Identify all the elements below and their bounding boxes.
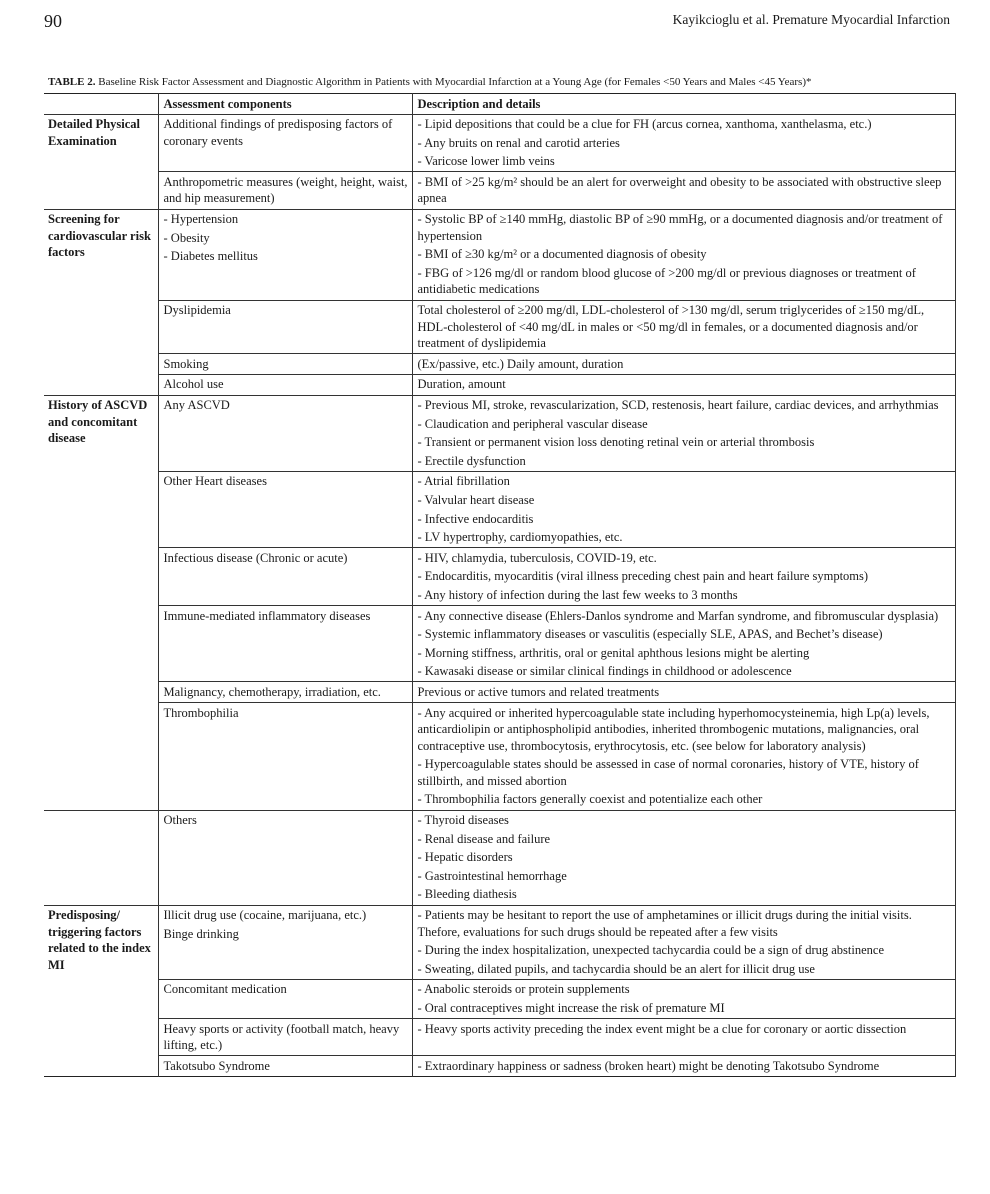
category-cell: History of ASCVD and concomitant disease bbox=[44, 395, 158, 810]
table-row bbox=[44, 682, 955, 703]
page-number: 90 bbox=[44, 11, 62, 31]
assessment-component-line: Immune-mediated inflammatory diseases bbox=[163, 608, 371, 623]
description-line: - FBG of >126 mg/dl or random blood glucose of >200 mg/dl or previous diagnoses or treatment of antidiabetic medications bbox=[417, 265, 916, 297]
table-row bbox=[44, 979, 955, 1018]
column-header-category bbox=[44, 94, 158, 115]
description-line: - Endocarditis, myocarditis (viral illness preceding chest pain and heart failure symptoms) bbox=[417, 569, 869, 584]
description-line: - Any acquired or inherited hypercoagulable state including hyperhomocysteinemia, high Lp(a) levels, anticardiolipin or antiphospholipid antibodies, inherited thrombogenic mutations, malignancies, oral contraceptive use, thrombocytosis, erythrocytosis, etc. (see below for laboratory analysis) bbox=[417, 705, 930, 753]
description-line: Duration, amount bbox=[417, 377, 506, 392]
description-line: - Atrial fibrillation bbox=[417, 474, 510, 489]
description-line: - Any history of infection during the last few weeks to 3 months bbox=[417, 587, 738, 602]
description-line: - Anabolic steroids or protein supplements bbox=[417, 982, 630, 997]
table-row bbox=[44, 905, 955, 979]
table-caption-label: TABLE 2. bbox=[48, 76, 96, 88]
assessment-component-line: Malignancy, chemotherapy, irradiation, etc. bbox=[163, 684, 381, 699]
table-row bbox=[44, 548, 955, 606]
description-line: - Transient or permanent vision loss denoting retinal vein or arterial thrombosis bbox=[417, 435, 815, 450]
assessment-component-cell bbox=[158, 395, 412, 471]
category-cell bbox=[44, 810, 158, 905]
table-row bbox=[44, 209, 955, 300]
table-row bbox=[44, 395, 955, 471]
assessment-component-cell bbox=[158, 471, 412, 547]
assessment-component-cell bbox=[158, 682, 412, 703]
running-title: Kayikcioglu et al. Premature Myocardial Infarction bbox=[672, 12, 950, 27]
assessment-component-cell bbox=[158, 548, 412, 606]
description-cell bbox=[412, 300, 955, 354]
description-cell bbox=[412, 548, 955, 606]
category-cell: Predisposing/ triggering factors related to the index MI bbox=[44, 905, 158, 1076]
description-line: - Sweating, dilated pupils, and tachycardia should be an alert for illicit drug use bbox=[417, 961, 815, 976]
description-cell bbox=[412, 1019, 955, 1056]
table-row bbox=[44, 606, 955, 682]
description-line: - Bleeding diathesis bbox=[417, 887, 517, 902]
description-line: - BMI of ≥30 kg/m² or a documented diagnosis of obesity bbox=[417, 247, 707, 262]
assessment-component-cell bbox=[158, 979, 412, 1018]
description-cell bbox=[412, 979, 955, 1018]
assessment-component-line: Smoking bbox=[163, 356, 209, 371]
assessment-component-line: Binge drinking bbox=[163, 926, 239, 941]
description-cell bbox=[412, 471, 955, 547]
assessment-component-line: Concomitant medication bbox=[163, 982, 287, 997]
risk-assessment-table bbox=[44, 93, 956, 1077]
assessment-component-line: Other Heart diseases bbox=[163, 474, 267, 489]
description-line: - Valvular heart disease bbox=[417, 492, 535, 507]
description-line: - Infective endocarditis bbox=[417, 511, 534, 526]
description-line: - Any bruits on renal and carotid arteries bbox=[417, 135, 620, 150]
description-line: - Previous MI, stroke, revascularization, SCD, restenosis, heart failure, cardiac devices, and arrhythmias bbox=[417, 398, 939, 412]
description-line: - Varicose lower limb veins bbox=[417, 154, 555, 169]
table-row bbox=[44, 1019, 955, 1056]
column-header-assessment: Assessment components bbox=[158, 94, 412, 115]
description-line: Total cholesterol of ≥200 mg/dl, LDL-cholesterol of >130 mg/dl, serum triglycerides of ≥150 mg/dL, HDL-cholesterol of <40 mg/dL in males or <50 mg/dl in females, or a documented diagnosis and/or treatment of dyslipidemia bbox=[417, 303, 925, 351]
table-row bbox=[44, 810, 955, 905]
assessment-component-cell bbox=[158, 1056, 412, 1077]
assessment-component-cell bbox=[158, 606, 412, 682]
description-line: - Kawasaki disease or similar clinical findings in childhood or adolescence bbox=[417, 664, 792, 679]
description-line: - Any connective disease (Ehlers-Danlos syndrome and Marfan syndrome, and fibromuscular dysplasia) bbox=[417, 608, 939, 623]
assessment-component-line: Anthropometric measures (weight, height, waist, and hip measurement) bbox=[163, 174, 408, 206]
description-line: - Heavy sports activity preceding the index event might be a clue for coronary or aortic dissection bbox=[417, 1021, 907, 1036]
table-row bbox=[44, 354, 955, 375]
table-row bbox=[44, 703, 955, 811]
description-line: - Gastrointestinal hemorrhage bbox=[417, 868, 567, 883]
assessment-component-line: Infectious disease (Chronic or acute) bbox=[163, 550, 348, 565]
table-caption-text: Baseline Risk Factor Assessment and Diagnostic Algorithm in Patients with Myocardial Infarction at a Young Age (for Females <50 Years and Males <45 Years)* bbox=[95, 76, 812, 88]
assessment-component-line: Thrombophilia bbox=[163, 705, 239, 720]
category-cell: Screening for cardiovascular risk factors bbox=[44, 209, 158, 395]
description-cell bbox=[412, 1056, 955, 1077]
description-line: - Hypercoagulable states should be assessed in case of normal coronaries, history of VTE, history of stillbirth, and missed abortion bbox=[417, 757, 919, 788]
description-line: - Morning stiffness, arthritis, oral or genital aphthous lesions might be alerting bbox=[417, 645, 810, 660]
description-line: - Erectile dysfunction bbox=[417, 453, 526, 468]
description-line: - Renal disease and failure bbox=[417, 831, 551, 846]
table-row bbox=[44, 114, 955, 172]
assessment-component-cell bbox=[158, 114, 412, 172]
assessment-component-line: Any ASCVD bbox=[163, 398, 230, 412]
assessment-component-cell bbox=[158, 209, 412, 300]
description-cell bbox=[412, 703, 955, 811]
assessment-component-cell bbox=[158, 810, 412, 905]
assessment-component-line: - Hypertension bbox=[163, 212, 239, 227]
description-cell bbox=[412, 354, 955, 375]
description-line: (Ex/passive, etc.) Daily amount, duration bbox=[417, 356, 624, 371]
description-cell bbox=[412, 114, 955, 172]
assessment-component-cell bbox=[158, 354, 412, 375]
description-line: - Thyroid diseases bbox=[417, 813, 509, 828]
description-cell bbox=[412, 682, 955, 703]
description-line: - Claudication and peripheral vascular disease bbox=[417, 416, 648, 431]
description-cell bbox=[412, 374, 955, 395]
table-row bbox=[44, 374, 955, 395]
assessment-component-cell bbox=[158, 905, 412, 979]
assessment-component-line: Heavy sports or activity (football match, heavy lifting, etc.) bbox=[163, 1021, 400, 1053]
description-line: - Oral contraceptives might increase the risk of premature MI bbox=[417, 1001, 725, 1015]
assessment-component-cell bbox=[158, 1019, 412, 1056]
description-cell bbox=[412, 905, 955, 979]
description-cell bbox=[412, 395, 955, 471]
assessment-component-cell bbox=[158, 172, 412, 209]
assessment-component-line: Others bbox=[163, 813, 197, 828]
description-cell bbox=[412, 172, 955, 209]
description-line: - Lipid depositions that could be a clue for FH (arcus cornea, xanthoma, xanthelasma, etc.) bbox=[417, 117, 872, 132]
assessment-component-cell bbox=[158, 300, 412, 354]
description-line: - Systolic BP of ≥140 mmHg, diastolic BP of ≥90 mmHg, or a documented diagnosis and/or treatment of hypertension bbox=[417, 212, 943, 243]
assessment-component-line: - Diabetes mellitus bbox=[163, 249, 258, 264]
description-cell bbox=[412, 209, 955, 300]
description-cell bbox=[412, 606, 955, 682]
description-line: - Patients may be hesitant to report the use of amphetamines or illicit drugs during the initial visits. Thefore, evaluations for such drugs should be repeated after a few visits bbox=[417, 908, 912, 939]
assessment-component-line: Takotsubo Syndrome bbox=[163, 1058, 270, 1073]
description-line: - Systemic inflammatory diseases or vasculitis (especially SLE, APAS, and Bechet’s disease) bbox=[417, 627, 883, 642]
table-header-row bbox=[44, 94, 955, 115]
description-line: - Thrombophilia factors generally coexist and potentialize each other bbox=[417, 792, 763, 807]
table-row bbox=[44, 300, 955, 354]
assessment-component-line: - Obesity bbox=[163, 230, 210, 245]
description-cell bbox=[412, 810, 955, 905]
table-row bbox=[44, 471, 955, 547]
assessment-component-line: Additional findings of predisposing factors of coronary events bbox=[163, 117, 393, 148]
table-row bbox=[44, 1056, 955, 1077]
table-body bbox=[44, 114, 955, 1076]
description-line: - During the index hospitalization, unexpected tachycardia could be a sign of drug abstinence bbox=[417, 943, 885, 958]
category-cell: Detailed Physical Examination bbox=[44, 114, 158, 209]
description-line: - Hepatic disorders bbox=[417, 850, 513, 865]
description-line: - BMI of >25 kg/m² should be an alert for overweight and obesity to be associated with obstructive sleep apnea bbox=[417, 174, 942, 206]
assessment-component-line: Alcohol use bbox=[163, 377, 224, 392]
table-caption bbox=[48, 76, 958, 88]
column-header-description: Description and details bbox=[412, 94, 955, 115]
assessment-component-line: Dyslipidemia bbox=[163, 303, 231, 318]
assessment-component-cell bbox=[158, 703, 412, 811]
description-line: - LV hypertrophy, cardiomyopathies, etc. bbox=[417, 530, 623, 545]
assessment-component-cell bbox=[158, 374, 412, 395]
table-row bbox=[44, 172, 955, 209]
assessment-component-line: Illicit drug use (cocaine, marijuana, etc.) bbox=[163, 908, 367, 923]
description-line: - HIV, chlamydia, tuberculosis, COVID-19, etc. bbox=[417, 550, 657, 565]
description-line: Previous or active tumors and related treatments bbox=[417, 684, 660, 699]
description-line: - Extraordinary happiness or sadness (broken heart) might be denoting Takotsubo Syndrome bbox=[417, 1058, 880, 1073]
